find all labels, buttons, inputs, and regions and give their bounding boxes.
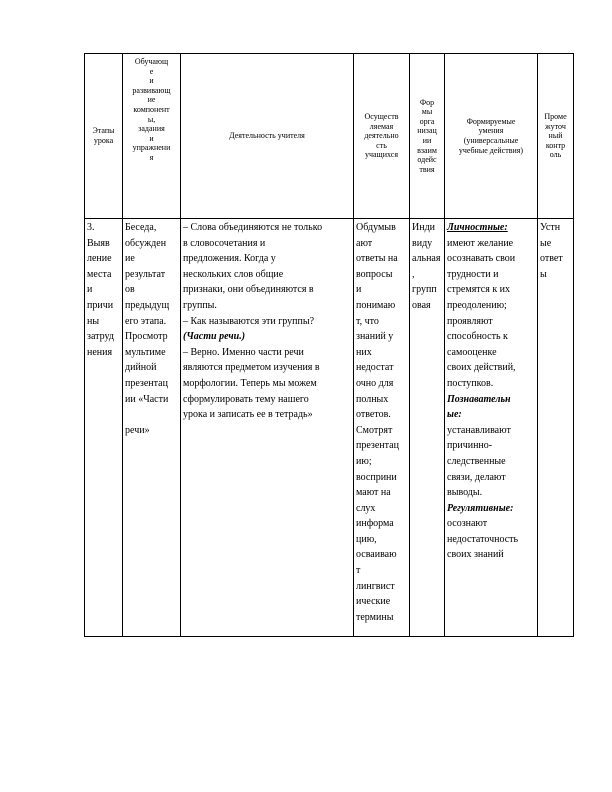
cell-stage: 3. Выяв ление места и причи ны затруд нения (85, 219, 123, 637)
cell-students: Обдумыв ают ответы на вопросы и понимаю т, что знаний у них недостат очно для полных ответов. Смотрят презентац ию; восприни мают на слух информа цию, осваиваю т лингвист ические термины (354, 219, 410, 637)
header-control: Проме жуточ ный контр оль (538, 54, 574, 219)
lesson-table (84, 53, 574, 637)
skills-regulative-title: Регулятивные: (447, 502, 514, 514)
header-teacher: Деятельность учителя (181, 54, 354, 219)
skills-cognitive-title: Познавательн (447, 393, 511, 405)
cell-skills: Личностные: имеют желание осознавать свои трудности и стремятся к их преодолению; проявляют способность к самооценке своих действий, поступков. Познавательн ые: устанавливают причинно- следственные связи, делают выводы. Регулятивные: осознают недостаточность своих знаний (445, 219, 538, 637)
header-students: Осуществ ляемая деятельно сть учащихся (354, 54, 410, 219)
header-stages: Этапы урока (85, 54, 123, 219)
header-forms: Фор мы орга низац ии взаим одейс твия (410, 54, 445, 219)
header-skills: Формируемые умения (универсальные учебные действия) (445, 54, 538, 219)
cell-teacher: – Слова объединяются не только в словосочетания и предложения. Когда у нескольких слов общие признаки, они объединяются в группы. – Как называются эти группы? (Части речи.) – Верно. Именно части речи являются предметом изучения в морфологии. Теперь мы можем сформулировать тему нашего урока и записать ее в тетрадь» (181, 219, 354, 637)
table-header-row (85, 54, 574, 219)
cell-forms: Инди виду альная , групп овая (410, 219, 445, 637)
cell-content: Беседа, обсужден ие результат ов предыдущ его этапа. Просмотр мультиме дийной презентац ии «Части речи» (123, 219, 181, 637)
teacher-answer: (Части речи.) (183, 331, 246, 343)
table-row (85, 219, 574, 637)
header-content: Обучающ е и развивающ ие компонент ы, задания и упражнени я (123, 54, 181, 219)
cell-control: Устн ые ответ ы (538, 219, 574, 637)
skills-personal-title: Личностные: (447, 222, 508, 233)
